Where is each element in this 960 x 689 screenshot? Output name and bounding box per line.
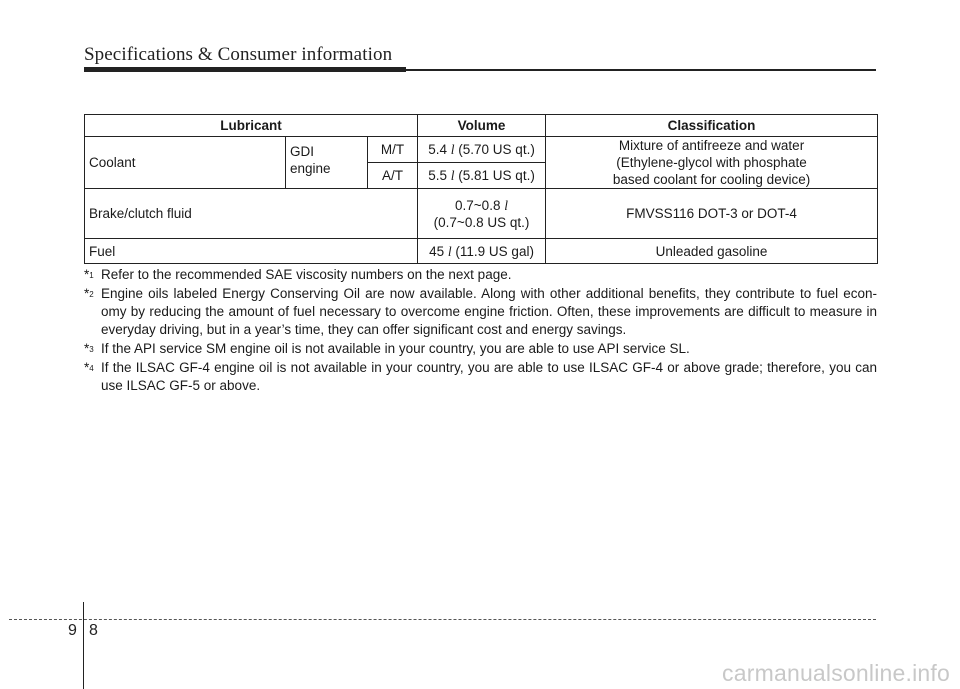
coolant-at-trans: A/T bbox=[368, 163, 418, 189]
footnote-marker: *$^2$ bbox=[84, 286, 94, 301]
lubricant-table bbox=[84, 114, 878, 264]
page-number-page: 8 bbox=[89, 622, 98, 639]
volume-us: (11.9 US gal) bbox=[455, 243, 534, 259]
liter-unit: l bbox=[450, 142, 455, 157]
table-row bbox=[85, 189, 878, 239]
footnote-marker: *$^1$ bbox=[84, 267, 94, 282]
table-header-row bbox=[85, 115, 878, 137]
brake-classification: FMVSS116 DOT-3 or DOT-4 bbox=[546, 189, 878, 239]
table-row bbox=[85, 239, 878, 264]
table-row bbox=[85, 137, 878, 163]
watermark: carmanualsonline.info bbox=[722, 660, 950, 686]
brake-volume bbox=[418, 189, 546, 239]
coolant-at-volume bbox=[418, 163, 546, 189]
volume-number: 0.7~0.8 bbox=[455, 197, 501, 213]
volume-us: (5.81 US qt.) bbox=[458, 168, 535, 183]
coolant-classification: Mixture of antifreeze and water (Ethylene-glycol with phosphate based coolant for cooling device) bbox=[546, 137, 878, 189]
brake-label: Brake/clutch fluid bbox=[85, 189, 418, 239]
footnotes bbox=[84, 266, 877, 396]
header-rule-thin bbox=[406, 69, 876, 71]
fuel-classification: Unleaded gasoline bbox=[546, 239, 878, 264]
liter-unit: l bbox=[447, 243, 452, 259]
volume-number: 45 bbox=[429, 243, 445, 259]
section-title: Specifications & Consumer information bbox=[84, 44, 393, 65]
coolant-engine: GDI engine bbox=[286, 137, 368, 189]
coolant-mt-volume bbox=[418, 137, 546, 163]
footnote-4 bbox=[84, 359, 877, 395]
header-rule-thick bbox=[84, 67, 406, 72]
page-divider-vertical bbox=[83, 602, 84, 689]
footnote-2 bbox=[84, 285, 877, 339]
col-header-lubricant: Lubricant bbox=[85, 115, 418, 137]
page-number-section: 9 bbox=[68, 622, 77, 639]
footnote-marker: *$^4$ bbox=[84, 360, 94, 375]
liter-unit: l bbox=[450, 168, 455, 183]
footnote-1 bbox=[84, 266, 877, 284]
page-bottom-rule bbox=[9, 619, 876, 620]
footnote-text: If the ILSAC GF-4 engine oil is not available in your country, you are able to use ILSAC GF-4 or above grade; therefore, you can use ILSAC GF-5 or above. bbox=[101, 360, 877, 393]
footnote-text: Engine oils labeled Energy Conserving Oil are now available. Along with other additional benefits, they contribute to fuel econ-omy by reducing the amount of fuel necessary to overcome engine friction. Often, these improvements are difficult to measure in everyday driving, but in a year’s time, they can offer significant cost and energy savings. bbox=[101, 286, 877, 337]
liter-unit: l bbox=[504, 197, 508, 213]
volume-number: 5.5 bbox=[428, 168, 447, 183]
col-header-volume: Volume bbox=[418, 115, 546, 137]
footnote-text: Refer to the recommended SAE viscosity numbers on the next page. bbox=[101, 267, 512, 282]
footnote-marker: *$^3$ bbox=[84, 341, 94, 356]
volume-us: (5.70 US qt.) bbox=[458, 142, 535, 157]
fuel-label: Fuel bbox=[85, 239, 418, 264]
footnote-text: If the API service SM engine oil is not available in your country, you are able to use API service SL. bbox=[101, 341, 690, 356]
volume-number: 5.4 bbox=[428, 142, 447, 157]
fuel-volume bbox=[418, 239, 546, 264]
coolant-label: Coolant bbox=[85, 137, 286, 189]
footnote-3 bbox=[84, 340, 877, 358]
coolant-mt-trans: M/T bbox=[368, 137, 418, 163]
col-header-classification: Classification bbox=[546, 115, 878, 137]
volume-us: (0.7~0.8 US qt.) bbox=[433, 214, 530, 230]
